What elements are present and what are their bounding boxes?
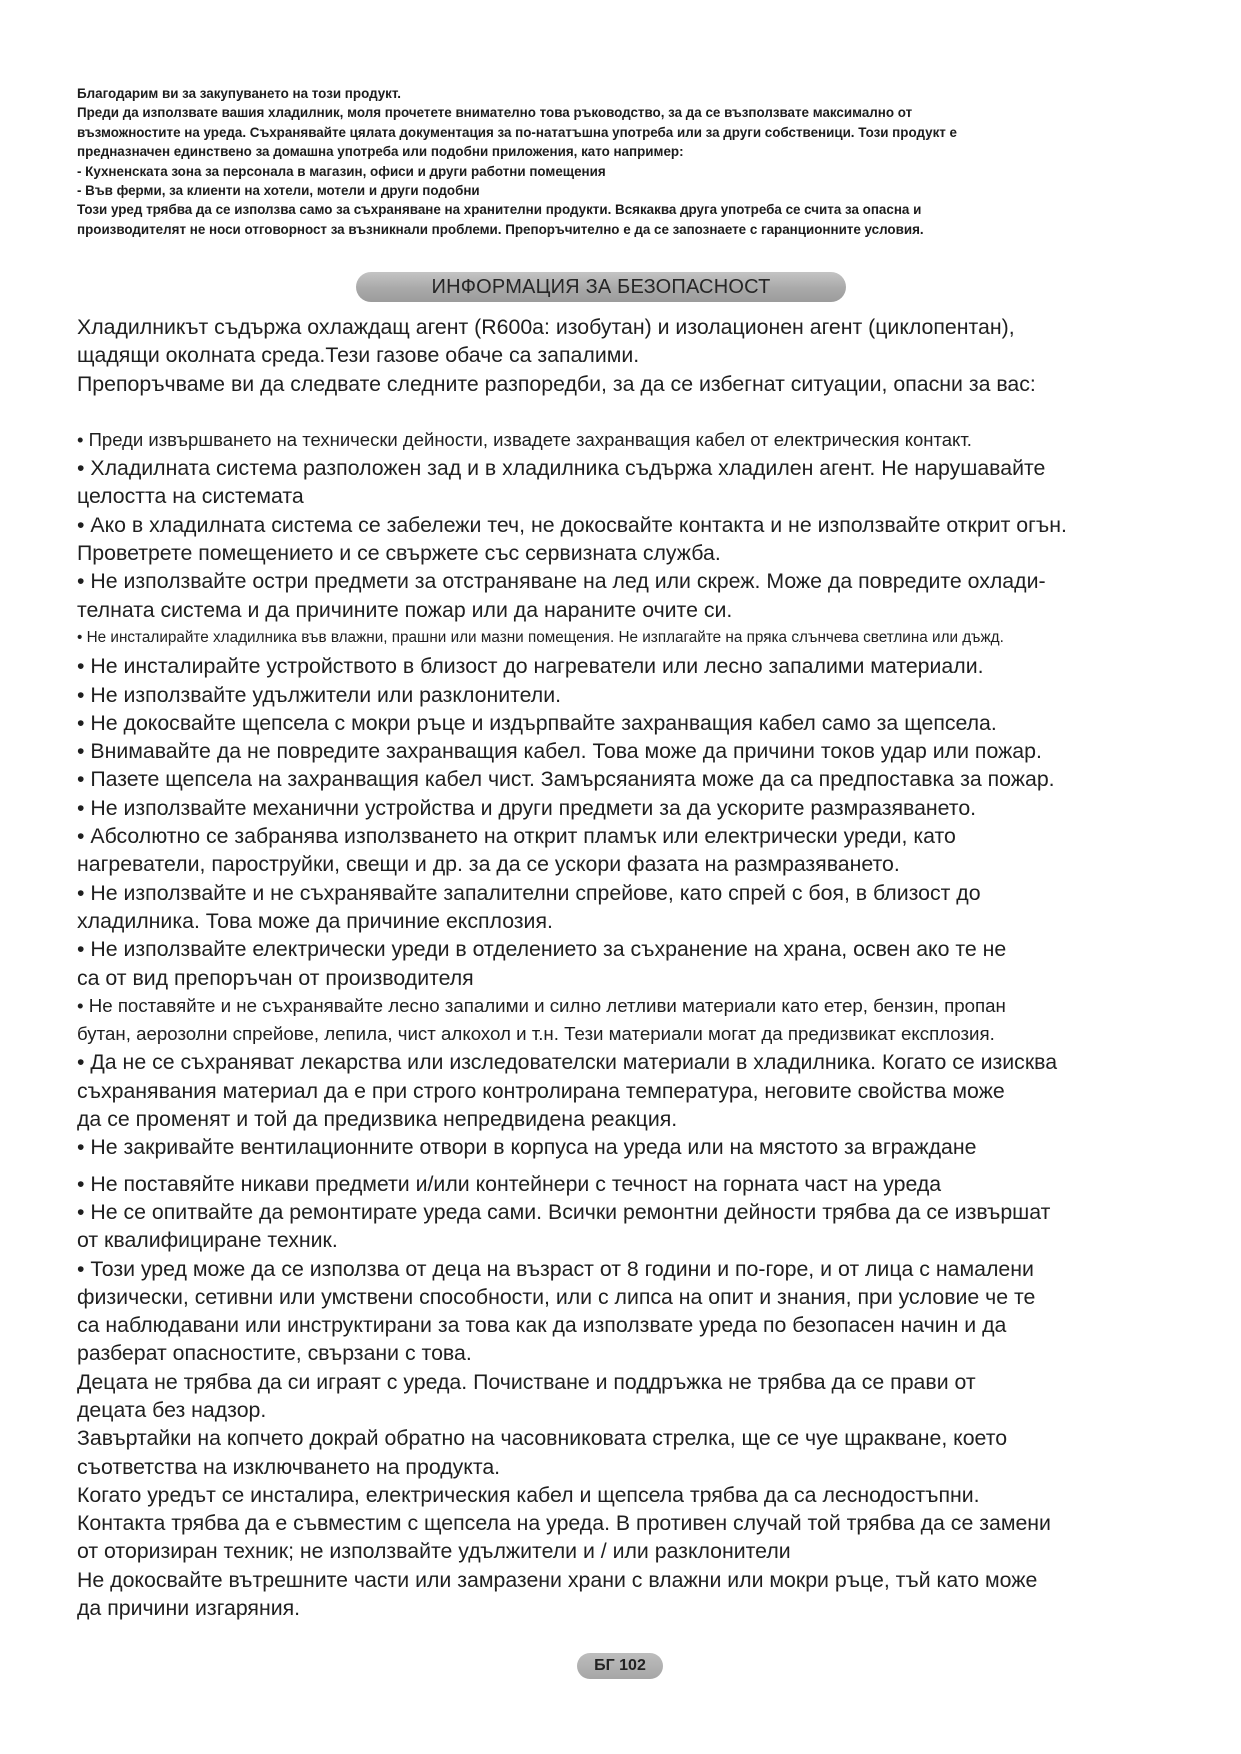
body-line: съответства на изключването на продукта.: [77, 1454, 501, 1479]
body-line: са наблюдавани или инструктирани за това как да използвате уреда по безопасен начин и да: [77, 1313, 1007, 1338]
body-line: Проветрете помещението и се свържете със сервизната служба.: [77, 541, 721, 566]
intro-line: възможностите на уреда. Съхранявайте цялата документация за по-нататъшна употреба или за други собственици. Този продукт е: [77, 124, 957, 140]
body-line: • Не използвайте удължители или разклонители.: [77, 682, 562, 707]
body-line: • Не използвайте остри предмети за отстраняване на лед или скреж. Може да повредите охлади-: [77, 569, 1046, 594]
body-line: • Да не се съхраняват лекарства или изследователски материали в хладилника. Когато се изисква: [77, 1050, 1058, 1075]
body-line: телната система и да причините пожар или да нараните очите си.: [77, 597, 733, 622]
body-line: • Не инсталирайте хладилника във влажни, прашни или мазни помещения. Не изплагайте на пряка слънчева светлина или дъжд.: [77, 628, 1004, 646]
body-line: • Не докосвайте щепсела с мокри ръце и издърпвайте захранващия кабел само за щепсела.: [77, 710, 997, 735]
body-line: • Не използвайте и не съхранявайте запалителни спрейове, като спрей с боя, в близост до: [77, 880, 981, 905]
body-line: хладилника. Това може да причиние експлозия.: [77, 908, 553, 933]
intro-paragraph: [77, 84, 1167, 239]
body-line: • Не инсталирайте устройството в близост до нагреватели или лесно запалими материали.: [77, 654, 984, 679]
body-line: • Не поставяйте никави предмети и/или контейнери с течност на горната част на уреда: [77, 1171, 942, 1196]
body-line: от оторизиран техник; не използвайте удължители и / или разклонители: [77, 1539, 791, 1564]
body-line: • Не се опитвайте да ремонтирате уреда сами. Всички ремонтни дейности трябва да се извършат: [77, 1199, 1051, 1224]
body-line: са от вид препоръчан от производителя: [77, 965, 474, 990]
body-line: физически, сетивни или умствени способности, или с липса на опит и знания, при условие че те: [77, 1284, 1036, 1309]
body-line: Контакта трябва да е съвместим с щепсела на уреда. В противен случай той трябва да се замени: [77, 1511, 1051, 1536]
intro-line: Благодарим ви за закупуването на този продукт.: [77, 86, 401, 101]
body-line: Препоръчваме ви да следвате следните разпоредби, за да се избегнат ситуации, опасни за вас:: [77, 371, 1036, 396]
body-line: Завъртайки на копчето докрай обратно на часовниковата стрелка, ще се чуе щракване, което: [77, 1426, 1008, 1451]
intro-line: предназначен единствено за домашна употреба или подобни приложения, като например:: [77, 144, 684, 160]
body-line: • Преди извършването на технически дейности, извадете захранващия кабел от електрическия контакт.: [77, 428, 972, 450]
body-line: да причини изгаряния.: [77, 1596, 301, 1621]
body-line: Когато уредът се инсталира, електрическия кабел и щепсела трябва да са леснодостъпни.: [77, 1482, 980, 1507]
body-line: щадящи околната среда.Тези газове обаче са запалими.: [77, 343, 640, 368]
body-line: • Внимавайте да не повредите захранващия кабел. Това може да причини токов удар или пожар.: [77, 739, 1042, 764]
body-line: бутан, аерозолни спрейове, лепила, чист алкохол и т.н. Тези материали могат да предизвикат експлозия.: [77, 1023, 995, 1045]
safety-body: [77, 313, 1187, 1622]
intro-line: производителят не носи отговорност за възникнали проблеми. Препоръчително е да се запознаете с гаранционните условия.: [77, 221, 924, 237]
body-line: • Не закривайте вентилационните отвори в корпуса на уреда или на мястото за вграждане: [77, 1135, 977, 1160]
body-line: • Не поставяйте и не съхранявайте лесно запалими и силно летливи материали като етер, бензин, пропан: [77, 994, 1006, 1016]
body-line: Децата не трябва да си играят с уреда. Почистване и поддръжка не трябва да се прави от: [77, 1369, 976, 1394]
body-line: разберат опасностите, свързани с това.: [77, 1341, 472, 1366]
body-line: съхранявания материал да е при строго контролирана температура, неговите свойства може: [77, 1078, 1005, 1103]
intro-line: Този уред трябва да се използва само за съхраняване на хранителни продукти. Всякаква друга употреба се счита за опасна и: [77, 202, 922, 218]
intro-line: - Във ферми, за клиенти на хотели, мотели и други подобни: [77, 183, 480, 199]
body-line: • Ако в хладилната система се забележи теч, не докосвайте контакта и не използвайте открит огън.: [77, 512, 1067, 537]
body-line: • Не използвайте механични устройства и други предмети за да ускорите размразяването.: [77, 795, 977, 820]
body-line: • Не използвайте електрически уреди в отделението за съхранение на храна, освен ако те не: [77, 937, 1007, 962]
body-line: да се променят и той да предизвика непредвидена реакция.: [77, 1107, 678, 1132]
intro-line: - Кухненската зона за персонала в магазин, офиси и други работни помещения: [77, 163, 606, 179]
body-line: децата без надзор.: [77, 1397, 267, 1422]
body-line: • Този уред може да се използва от деца на възраст от 8 години и по-горе, и от лица с намалени: [77, 1256, 1034, 1281]
body-line: нагреватели, пароструйки, свещи и др. за да се ускори фазата на размразяването.: [77, 852, 900, 877]
body-line: • Абсолютно се забранява използването на открит пламък или електрически уреди, като: [77, 824, 956, 849]
page-number-badge: БГ 102: [577, 1653, 663, 1679]
body-line: • Хладилната система разположен зад и в хладилника съдържа хладилен агент. Не нарушавайте: [77, 456, 1046, 481]
body-line: от квалифициране техник.: [77, 1228, 338, 1253]
intro-line: Преди да използвате вашия хладилник, моля прочетете внимателно това ръководство, за да се възползвате максимално от: [77, 105, 913, 121]
section-title-safety: ИНФОРМАЦИЯ ЗА БЕЗОПАСНОСТ: [356, 272, 846, 302]
body-line: Хладилникът съдържа охлаждащ агент (R600a: изобутан) и изолационен агент (циклопентан),: [77, 315, 1015, 339]
body-line: • Пазете щепсела на захранващия кабел чист. Замърсяанията може да са предпоставка за пожар.: [77, 767, 1055, 792]
body-line: Не докосвайте вътрешните части или замразени храни с влажни или мокри ръце, тъй като може: [77, 1567, 1038, 1592]
body-line: целостта на системата: [77, 484, 304, 509]
